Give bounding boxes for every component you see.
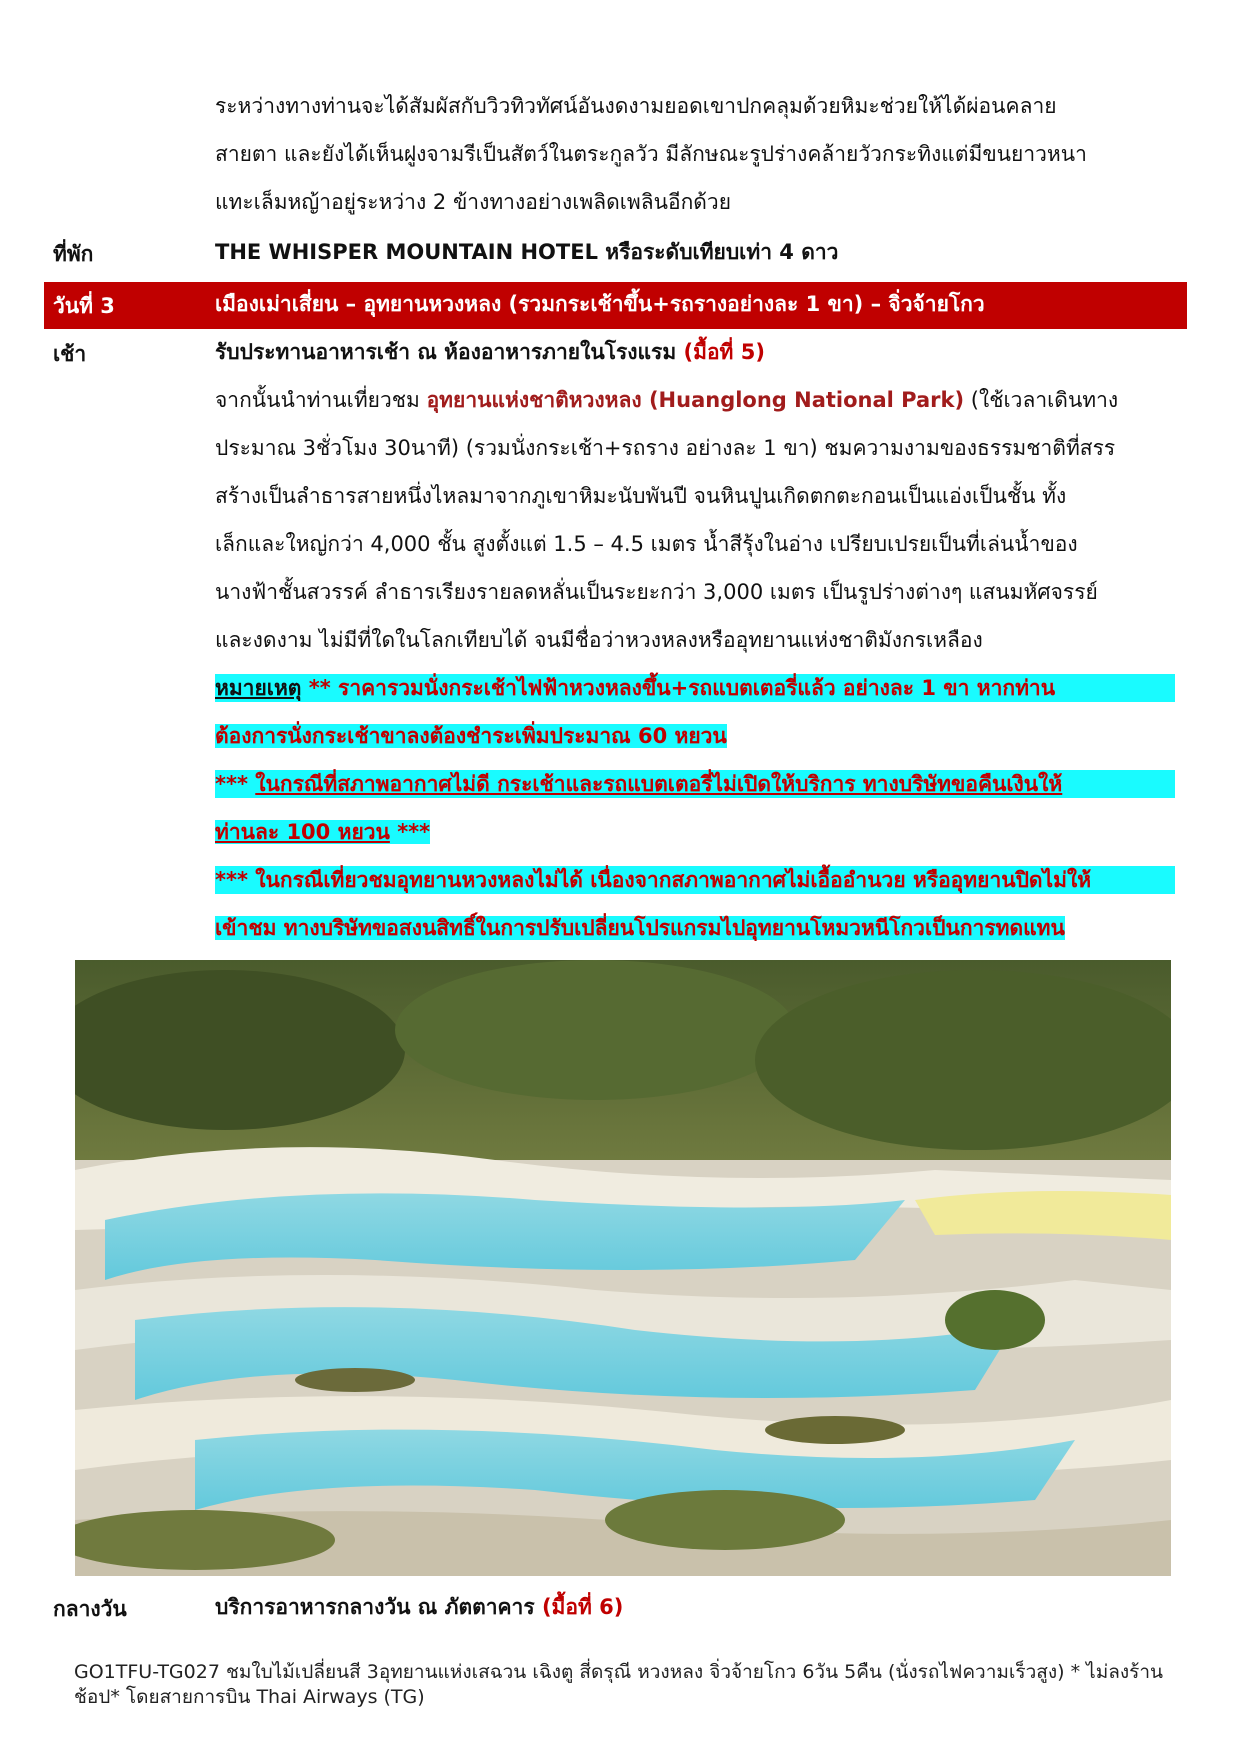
note-2-stars: *** — [215, 772, 248, 796]
description-prefix: จากนั้นนำท่านเที่ยวชม — [215, 388, 420, 412]
description-line-6: และงดงาม ไม่มีที่ใดในโลกเทียบได้ จนมีชื่อว่าหวงหลงหรืออุทยานแห่งชาติมังกรเหลือง — [215, 628, 983, 652]
note-2-text-2: ท่านละ 100 หยวน — [215, 820, 390, 844]
note-label: หมายเหตุ — [215, 676, 302, 700]
description-line-3: สร้างเป็นลำธารสายหนึ่งไหลมาจากภูเขาหิมะนับพันปี จนหินปูนเกิดตกตะกอนเป็นแอ่งเป็นชั้น ทั้ง — [215, 484, 1067, 508]
description-line-4: เล็กและใหญ่กว่า 4,000 ชั้น สูงตั้งแต่ 1.5 – 4.5 เมตร น้ำสีรุ้งในอ่าง เปรียบเปรยเป็นที่เล่นน้ำของ — [215, 532, 1078, 556]
note-3-line-1 — [215, 866, 1175, 894]
accommodation-value: THE WHISPER MOUNTAIN HOTEL หรือระดับเทียบเท่า 4 ดาว — [215, 240, 839, 264]
note-1-text: ** ราคารวมนั่งกระเช้าไฟฟ้าหวงหลงขึ้น+รถแบตเตอรี่แล้ว อย่างละ 1 ขา หากท่าน — [308, 676, 1056, 700]
intro-line-2: สายตา และยังได้เห็นฝูงจามรีเป็นสัตว์ในตระกูลวัว มีลักษณะรูปร่างคล้ายวัวกระทิงแต่มีขนยาวหนา — [215, 142, 1087, 166]
day-label: วันที่ 3 — [53, 294, 115, 318]
note-3-line-2 — [215, 914, 1175, 942]
accommodation-label: ที่พัก — [53, 242, 94, 266]
note-1-line-1 — [215, 674, 1175, 702]
note-2-end: *** — [397, 820, 431, 844]
morning-text — [215, 338, 1175, 366]
lunch-meal: (มื้อที่ 6) — [541, 1595, 624, 1619]
description-line-1 — [215, 386, 1175, 414]
note-1-text-2: ต้องการนั่งกระเช้าขาลงต้องชำระเพิ่มประมาณ 60 หยวน — [215, 724, 727, 748]
description-suffix: (ใช้เวลาเดินทาง — [970, 388, 1119, 412]
lunch-desc: บริการอาหารกลางวัน ณ ภัตตาคาร — [215, 1595, 535, 1619]
page-footer: GO1TFU-TG027 ชมใบไม้เปลี่ยนสี 3อุทยานแห่งเสฉวน เฉิงตู สี่ดรุณี หวงหลง จิ่วจ้ายโกว 6วัน 5คืน (นั่งรถไฟความเร็วสูง) * ไม่ลงร้านช้อป* โดยสายการบิน Thai Airways (TG) — [74, 1661, 1164, 1708]
lunch-text — [215, 1593, 1175, 1621]
description-line-5: นางฟ้าชั้นสวรรค์ ลำธารเรียงรายลดหลั่นเป็นระยะกว่า 3,000 เมตร เป็นรูปร่างต่างๆ แสนมหัศจรรย์ — [215, 580, 1098, 604]
intro-line-1: ระหว่างทางท่านจะได้สัมผัสกับวิวทิวทัศน์อันงดงามยอดเขาปกคลุมด้วยหิมะช่วยให้ได้ผ่อนคลาย — [215, 94, 1057, 118]
note-2-text: ในกรณีที่สภาพอากาศไม่ดี กระเช้าและรถแบตเตอรี่ไม่เปิดให้บริการ ทางบริษัทขอคืนเงินให้ — [255, 772, 1063, 796]
note-1-line-2 — [215, 722, 1175, 750]
park-name: อุทยานแห่งชาติหวงหลง (Huanglong National Park) — [426, 388, 965, 412]
note-2-line-2 — [215, 818, 1175, 846]
morning-meal: (มื้อที่ 5) — [683, 340, 765, 364]
intro-line-3: แทะเล็มหญ้าอยู่ระหว่าง 2 ข้างทางอย่างเพลิดเพลินอีกด้วย — [215, 190, 732, 214]
huanglong-photo — [75, 960, 1171, 1576]
day-title: เมืองเม่าเสี่ยน – อุทยานหวงหลง (รวมกระเช้าขึ้น+รถรางอย่างละ 1 ขา) – จิ่วจ้ายโกว — [215, 292, 985, 316]
note-3-text: *** ในกรณีเที่ยวชมอุทยานหวงหลงไม่ได้ เนื่องจากสภาพอากาศไม่เอื้ออำนวย หรืออุทยานปิดไม่ให้ — [215, 866, 1175, 894]
note-2-line-1 — [215, 770, 1175, 798]
note-3-text-2: เข้าชม ทางบริษัทขอสงนสิทธิ์ในการปรับเปลี่ยนโปรแกรมไปอุทยานโหมวหนีโกวเป็นการทดแทน — [215, 916, 1065, 940]
morning-desc: รับประทานอาหารเช้า ณ ห้องอาหารภายในโรงแรม — [215, 340, 677, 364]
morning-label: เช้า — [53, 342, 87, 366]
lunch-label: กลางวัน — [53, 1597, 127, 1621]
description-line-2: ประมาณ 3ชั่วโมง 30นาที) (รวมนั่งกระเช้า+รถราง อย่างละ 1 ขา) ชมความงามของธรรมชาติที่สรร — [215, 436, 1116, 460]
